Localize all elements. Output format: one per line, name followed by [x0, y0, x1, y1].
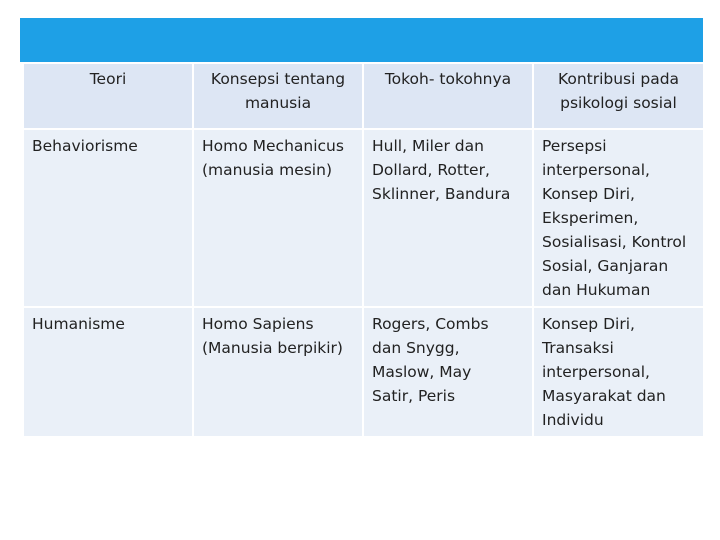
cell-line: Hull, Miler dan	[372, 137, 484, 155]
cell-line: Konsep Diri,	[542, 185, 635, 203]
cell-line: Individu	[542, 411, 604, 429]
cell-konsepsi	[193, 307, 363, 437]
cell-line: Dollard, Rotter,	[372, 161, 490, 179]
header-kontribusi: Kontribusi pada psikologi sosial	[533, 63, 704, 129]
header-tokoh: Tokoh- tokohnya	[363, 63, 533, 129]
title-banner	[20, 18, 703, 62]
cell-line: (Manusia berpikir)	[202, 339, 343, 357]
table-row	[23, 307, 704, 437]
cell-line: Sklinner, Bandura	[372, 185, 511, 203]
header-konsepsi: Konsepsi tentang manusia	[193, 63, 363, 129]
cell-kontribusi	[533, 129, 704, 307]
cell-line: Homo Sapiens	[202, 315, 314, 333]
cell-line: Konsep Diri,	[542, 315, 635, 333]
cell-line: Maslow, May	[372, 363, 472, 381]
cell-teori: Behaviorisme	[23, 129, 193, 307]
cell-line: Sosialisasi, Kontrol	[542, 233, 687, 251]
cell-line: Persepsi	[542, 137, 607, 155]
cell-line: Homo Mechanicus	[202, 137, 344, 155]
table-row	[23, 129, 704, 307]
cell-line: Sosial, Ganjaran	[542, 257, 669, 275]
cell-line: Eksperimen,	[542, 209, 639, 227]
cell-line: Transaksi	[542, 339, 614, 357]
cell-line: Masyarakat dan	[542, 387, 666, 405]
table-header-row	[23, 63, 704, 129]
cell-kontribusi	[533, 307, 704, 437]
cell-line: interpersonal,	[542, 161, 650, 179]
cell-tokoh	[363, 307, 533, 437]
cell-line: (manusia mesin)	[202, 161, 332, 179]
cell-konsepsi	[193, 129, 363, 307]
cell-line: Satir, Peris	[372, 387, 456, 405]
cell-line: interpersonal,	[542, 363, 650, 381]
cell-teori: Humanisme	[23, 307, 193, 437]
theory-table	[22, 62, 705, 438]
theory-table-container	[22, 62, 703, 438]
header-teori: Teori	[23, 63, 193, 129]
cell-line: Rogers, Combs	[372, 315, 489, 333]
cell-line: dan Hukuman	[542, 281, 651, 299]
cell-tokoh	[363, 129, 533, 307]
cell-line: dan Snygg,	[372, 339, 460, 357]
